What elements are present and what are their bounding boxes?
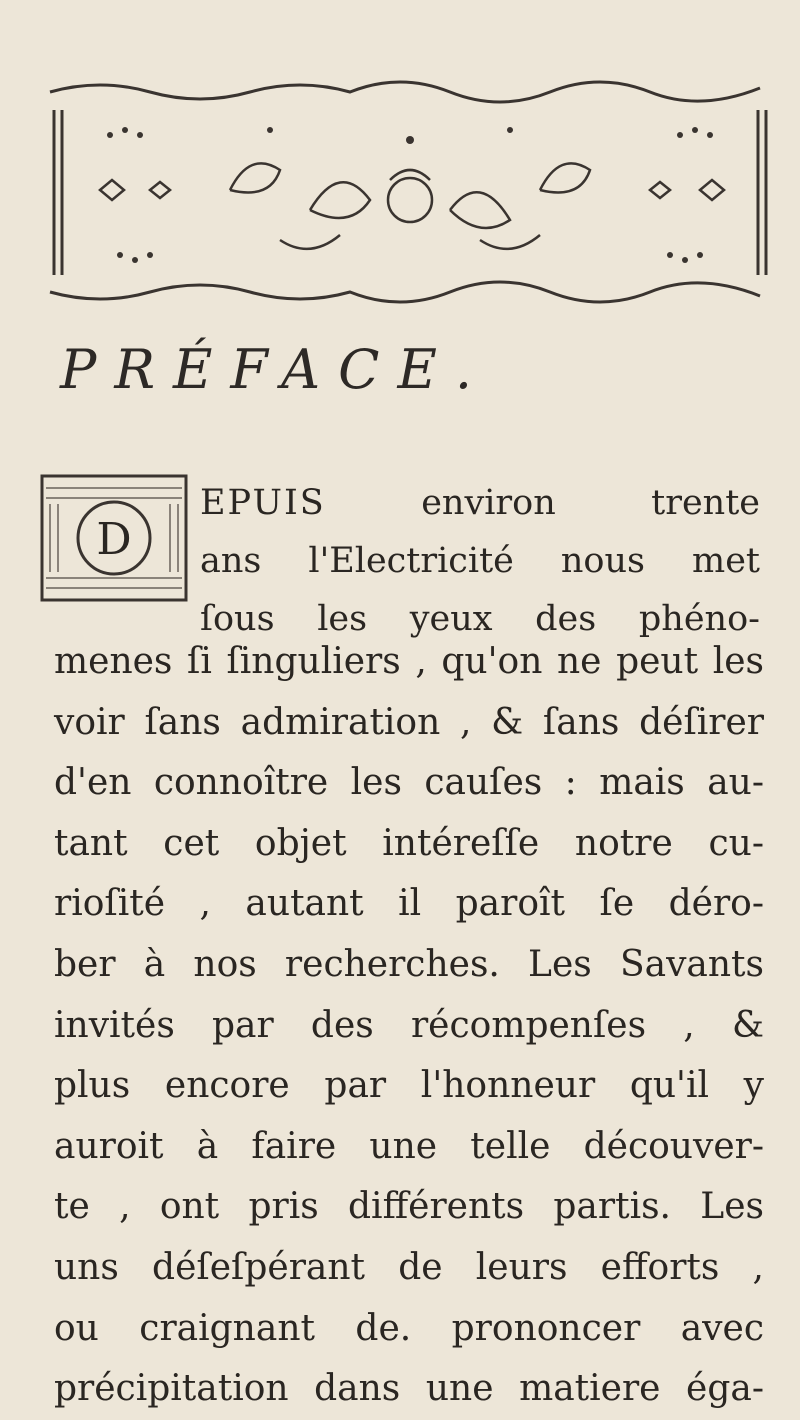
text-line: auroit à faire une telle découver- (54, 1125, 764, 1167)
page-title: PRÉFACE. (60, 338, 491, 401)
text-line: ou craignant de. prononcer avec (54, 1307, 764, 1349)
text-line: d'en connoître les cauſes : mais au- (54, 762, 764, 804)
first-line-rest: environ trente (421, 483, 760, 523)
text-line: invités par des récompenſes , & (54, 1004, 764, 1046)
text-line: uns déſeſpérant de leurs efforts , (54, 1246, 764, 1288)
text-line: tant cet objet intéreſſe notre cu- (54, 822, 764, 864)
text-line: te , ont pris différents partis. Les (54, 1186, 764, 1228)
ornamental-drop-capital (40, 474, 188, 602)
text-line: précipitation dans une matiere éga- (54, 1368, 764, 1410)
text-line: ans l'Electricité nous met (200, 541, 760, 581)
text-line (200, 474, 760, 532)
drop-cap-letter: D (96, 514, 132, 565)
text-line: plus encore par l'honneur qu'il y (54, 1065, 764, 1107)
text-line: ſous les yeux des phéno- (200, 599, 760, 639)
text-line: ber à nos recherches. Les Savants (54, 943, 764, 985)
decorative-headpiece-ornament (40, 70, 780, 330)
drop-cap-rest: EPUIS (200, 483, 326, 523)
opening-paragraph-beside-capital (200, 474, 760, 648)
text-line: rioſité , autant il paroît ſe déro- (54, 883, 764, 925)
text-line: voir ſans admiration , & ſans déſirer (54, 701, 764, 743)
body-text (54, 632, 764, 1420)
text-line: menes ſi ſinguliers , qu'on ne peut les (54, 641, 764, 682)
